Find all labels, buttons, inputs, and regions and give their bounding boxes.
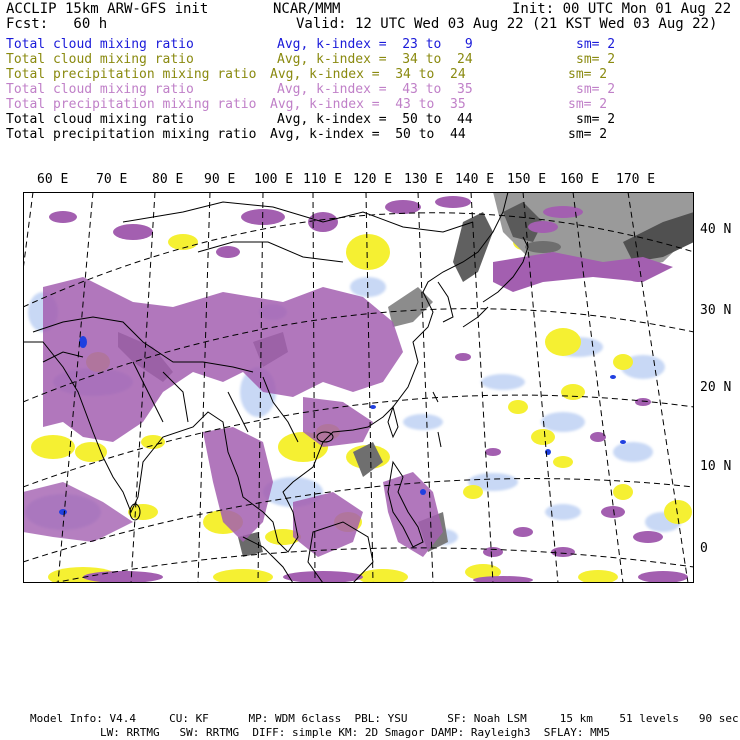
legend-field-1: Total cloud mixing ratio	[6, 37, 194, 52]
legend-field-5: Total precipitation mixing ratio	[6, 97, 257, 112]
lon-label-60e: 60 E	[37, 172, 69, 187]
lat-label-20n: 20 N	[700, 380, 732, 395]
init-time: Init: 00 UTC Mon 01 Aug 22	[512, 1, 732, 17]
lon-label-70e: 70 E	[96, 172, 128, 187]
lon-label-170e: 170 E	[616, 172, 656, 187]
lon-label-140e: 140 E	[455, 172, 495, 187]
lat-label-10n: 10 N	[700, 459, 732, 474]
legend-sm-6: sm= 2	[576, 112, 616, 127]
legend-field-2: Total cloud mixing ratio	[6, 52, 194, 67]
legend-sm-7: sm= 2	[568, 127, 608, 142]
legend-sm-2: sm= 2	[576, 52, 616, 67]
legend-avg-7: Avg, k-index = 50 to 44	[270, 127, 466, 142]
legend-sm-3: sm= 2	[568, 67, 608, 82]
lon-label-110e: 110 E	[303, 172, 343, 187]
forecast-map	[23, 192, 694, 583]
lon-label-130e: 130 E	[404, 172, 444, 187]
legend-avg-2: Avg, k-index = 34 to 24	[277, 52, 473, 67]
legend-field-6: Total cloud mixing ratio	[6, 112, 194, 127]
footer-physics-info: LW: RRTMG SW: RRTMG DIFF: simple KM: 2D Smagor DAMP: Rayleigh3 SFLAY: MM5	[100, 726, 610, 739]
legend-avg-1: Avg, k-index = 23 to 9	[277, 37, 473, 52]
lat-label-30n: 30 N	[700, 303, 732, 318]
footer-model-info: Model Info: V4.4 CU: KF MP: WDM 6class PBL: YSU SF: Noah LSM 15 km 51 levels 90 sec	[30, 712, 739, 725]
model-title: ACCLIP 15km ARW-GFS init	[6, 1, 209, 17]
valid-time: Valid: 12 UTC Wed 03 Aug 22 (21 KST Wed 03 Aug 22)	[296, 16, 718, 32]
lon-label-120e: 120 E	[353, 172, 393, 187]
lon-label-90e: 90 E	[204, 172, 236, 187]
lon-label-100e: 100 E	[254, 172, 294, 187]
forecast-hour: Fcst: 60 h	[6, 16, 108, 32]
lat-label-0: 0	[700, 541, 708, 556]
legend-sm-1: sm= 2	[576, 37, 616, 52]
lon-label-80e: 80 E	[152, 172, 184, 187]
legend-sm-5: sm= 2	[568, 97, 608, 112]
lon-label-150e: 150 E	[507, 172, 547, 187]
legend-sm-4: sm= 2	[576, 82, 616, 97]
organization-label: NCAR/MMM	[273, 1, 341, 17]
lat-label-40n: 40 N	[700, 222, 732, 237]
legend-avg-3: Avg, k-index = 34 to 24	[270, 67, 466, 82]
legend-avg-5: Avg, k-index = 43 to 35	[270, 97, 466, 112]
legend-avg-4: Avg, k-index = 43 to 35	[277, 82, 473, 97]
lon-label-160e: 160 E	[560, 172, 600, 187]
legend-field-7: Total precipitation mixing ratio	[6, 127, 257, 142]
legend-field-4: Total cloud mixing ratio	[6, 82, 194, 97]
legend-field-3: Total precipitation mixing ratio	[6, 67, 257, 82]
legend-avg-6: Avg, k-index = 50 to 44	[277, 112, 473, 127]
